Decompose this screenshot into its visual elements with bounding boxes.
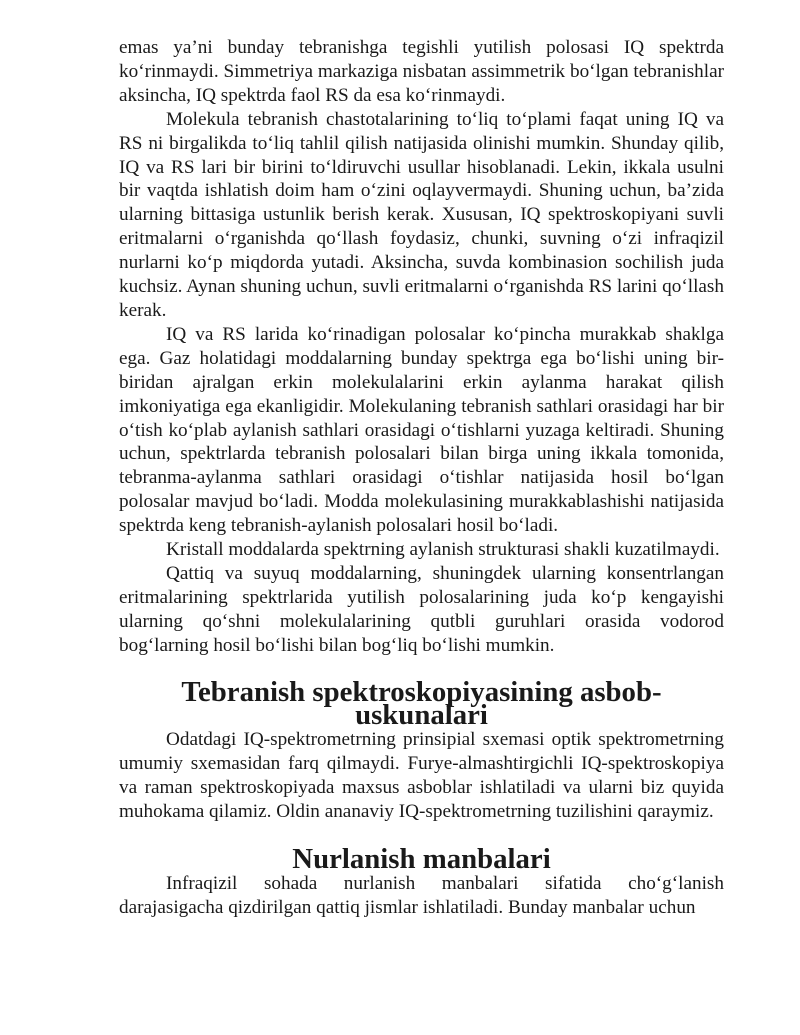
- paragraph: Odatdagi IQ-spektrometrning prinsipial sxemasi optik spektrometrning umumiy sxemasidan farq qilmaydi. Furye-almashtirgichli IQ-spektroskopiya va raman spektroskopiyada maxsus asboblar ishlatiladi va ularni biz quyida muhokama qilamiz. Oldin ananaviy IQ-spektrometrning tuzilishini qaraymiz.: [119, 729, 724, 823]
- paragraph: Kristall moddalarda spektrning aylanish strukturasi shakli kuzatilmaydi.: [166, 539, 720, 561]
- section-heading: Tebranish spektroskopiyasining asbob-uskunalari: [181, 675, 662, 732]
- paragraph: Infraqizil sohada nurlanish manbalari sifatida cho‘g‘lanish darajasigacha qizdirilgan qattiq jismlar ishlatiladi. Bunday manbalar uchun: [119, 872, 724, 918]
- paragraph: Molekula tebranish chastotalarining to‘liq to‘plami faqat uning IQ va RS ni birgalikda to‘liq tahlil qilish natijasida olinishi mumkin. Shunday qilib, IQ va RS lari bir birini to‘ldiruvchi usullar hisoblanadi. Lekin, ikkala usulni bir vaqtda ishlatish doim ham o‘zini oqlayvermaydi. Shuning uchun, ba’zida ularning bittasiga ustunlik berish kerak. Xususan, IQ spektroskopiyani suvli eritmalarni o‘rganishda qo‘llash foydasiz, chunki, suvning o‘zi infraqizil nurlarni ko‘p miqdorda yutadi. Aksincha, suvda kombinasion sochilish juda kuchsiz. Aynan shuning uchun, suvli eritmalarni o‘rganishda RS larini qo‘llash kerak.: [119, 108, 724, 321]
- section-heading: Nurlanish manbalari: [292, 843, 551, 875]
- paragraph: emas ya’ni bunday tebranishga tegishli yutilish polosasi IQ spektrda ko‘rinmaydi. Simmetriya markaziga nisbatan assimmetrik bo‘lgan tebranishlar aksincha, IQ spektrda faol RS da esa ko‘rinmaydi.: [119, 37, 724, 106]
- paragraph: IQ va RS larida ko‘rinadigan polosalar ko‘pincha murakkab shaklga ega. Gaz holatidagi moddalarning bunday spektrga ega bo‘lishi uning bir-biridan ajralgan erkin molekulalarini erkin aylanma harakat qilish imkoniyatiga ega ekanligidir. Molekulaning tebranish sathlari orasidagi har bir o‘tish ko‘plab aylanish sathlari orasidagi o‘tishlarni yuzaga keltiradi. Shuning uchun, spektrlarda tebranish polosalari bilan birga uning ikkala tomonida, tebranma-aylanma sathlari orasidagi o‘tishlar natijasida hosil bo‘lgan polosalar mavjud bo‘ladi. Modda molekulasining murakkablashishi natijasida spektrda keng tebranish-aylanish polosalari hosil bo‘ladi.: [119, 323, 724, 537]
- document-page: [119, 36, 724, 920]
- paragraph: Qattiq va suyuq moddalarning, shuningdek ularning konsentrlangan eritmalarining spektrlarida yutilish polosalarining juda ko‘p kengayishi ularning qo‘shni molekulalarining qutbli guruhlari orasida vodorod bog‘larning hosil bo‘lishi bilan bog‘liq bo‘lishi mumkin.: [119, 562, 724, 656]
